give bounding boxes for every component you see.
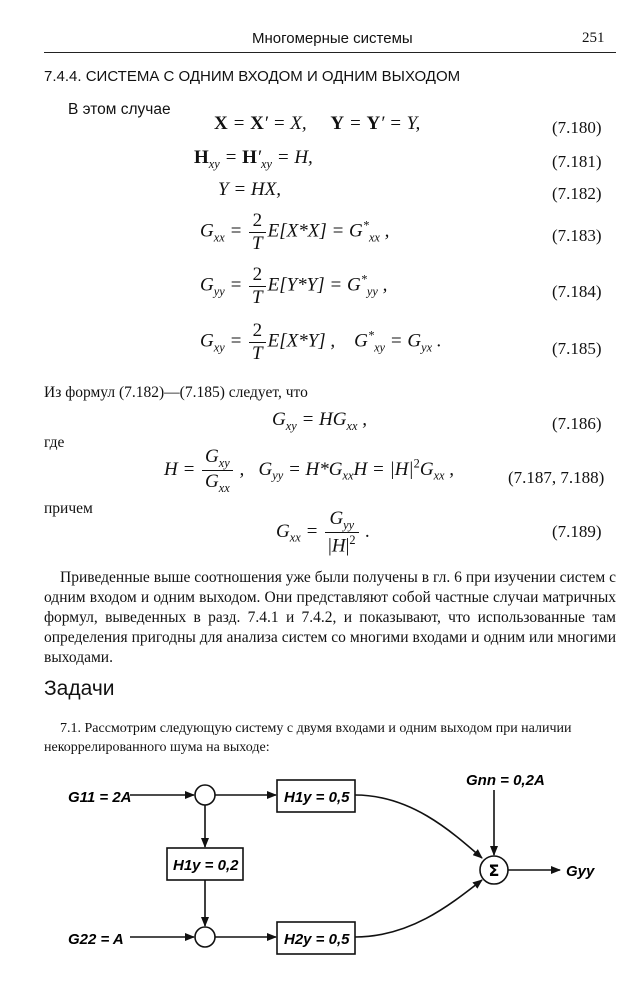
top-to-sum-arrow [355, 795, 482, 858]
summary-paragraph: Приведенные выше соотношения уже были получены в гл. 6 при изучении систем с одним входом и одним выходом. Они представляют собой частные случаи матричных формул, выведенных в разд. 7.4.1 и 7.4.2, и показывают, что использованные там определения пригодны для анализа систем со многими входами и одним или многими выходами. [44, 569, 616, 666]
block-bottom-label: H2y = 0,5 [284, 931, 350, 948]
text-from-formulas: Из формул (7.182)—(7.185) следует, что [44, 384, 308, 401]
equation-number-7-182: (7.182) [552, 184, 602, 203]
equation-number-7-180: (7.180) [552, 118, 602, 137]
equation-number-7-187-188: (7.187, 7.188) [508, 468, 605, 487]
equation-7-183: $G_{xx}$ = $\frac{2}{T}$ $E[X*X] = G^*_{xx}$ , [200, 210, 390, 254]
problems-title: Задачи [44, 677, 115, 700]
equation-number-7-185: (7.185) [552, 339, 602, 358]
equation-7-185: $G_{xy}$ = $\frac{2}{T}$ E[X*Y] , $G^*_{xy} = G_{yx}$ . [200, 320, 442, 364]
sum-symbol: Σ [488, 861, 500, 880]
section-heading [44, 68, 460, 85]
running-header-title: Многомерные системы [252, 30, 413, 47]
text-where: где [44, 434, 65, 451]
block-top-label: H1y = 0,5 [284, 789, 350, 806]
equation-number-7-186: (7.186) [552, 414, 602, 433]
equation-7-186: $G_{xy} = HG_{xx}$ , [272, 409, 367, 433]
page-number: 251 [582, 30, 605, 46]
text-with: причем [44, 500, 93, 517]
equation-7-182: Y = HX, [218, 179, 281, 200]
noise-label: Gnn = 0,2A [466, 772, 545, 789]
equation-number-7-183: (7.183) [552, 226, 602, 245]
output-label: Gyy [566, 863, 595, 880]
bottom-to-sum-arrow [355, 880, 482, 937]
equation-number-7-184: (7.184) [552, 282, 602, 301]
equation-7-187-188: H = $\frac{G_{xy}}{G_{xx}}$ , $G_{yy} = H*G_{xx}H = |H|^2G_{xx}$ , [164, 446, 455, 495]
equation-number-7-189: (7.189) [552, 522, 602, 541]
input-2-label: G22 = A [68, 931, 124, 948]
equation-7-189: $G_{xx}$ = $\frac{G_{yy}}{|H|^2}$ . [276, 508, 371, 557]
section-number: 7.4.4. [44, 68, 82, 85]
equation-7-180: X = X′ = X, Y = Y′ = Y, [214, 113, 421, 134]
input-1-label: G11 = 2A [68, 789, 132, 806]
equation-7-181: $H_{xy} = H'_{xy} = H$, [194, 147, 313, 171]
block-mid-label: H1y = 0,2 [173, 857, 239, 874]
problem-text: Рассмотрим следующую систему с двумя входами и одним выходом при наличии некоррелированного шума на выходе: [44, 721, 572, 755]
problem-number: 7.1. [60, 721, 81, 736]
section-title: СИСТЕМА С ОДНИМ ВХОДОМ И ОДНИМ ВЫХОДОМ [85, 68, 461, 85]
equation-number-7-181: (7.181) [552, 152, 602, 171]
sum-node-bottom [195, 927, 215, 947]
problem-7-1 [44, 719, 616, 757]
equation-7-184: $G_{yy}$ = $\frac{2}{T}$ $E[Y*Y] = G^*_{yy}$ , [200, 264, 388, 308]
intro-text: В этом случае [68, 101, 171, 118]
branch-node-top [195, 785, 215, 805]
block-diagram [0, 760, 638, 1000]
header-rule [44, 52, 616, 53]
